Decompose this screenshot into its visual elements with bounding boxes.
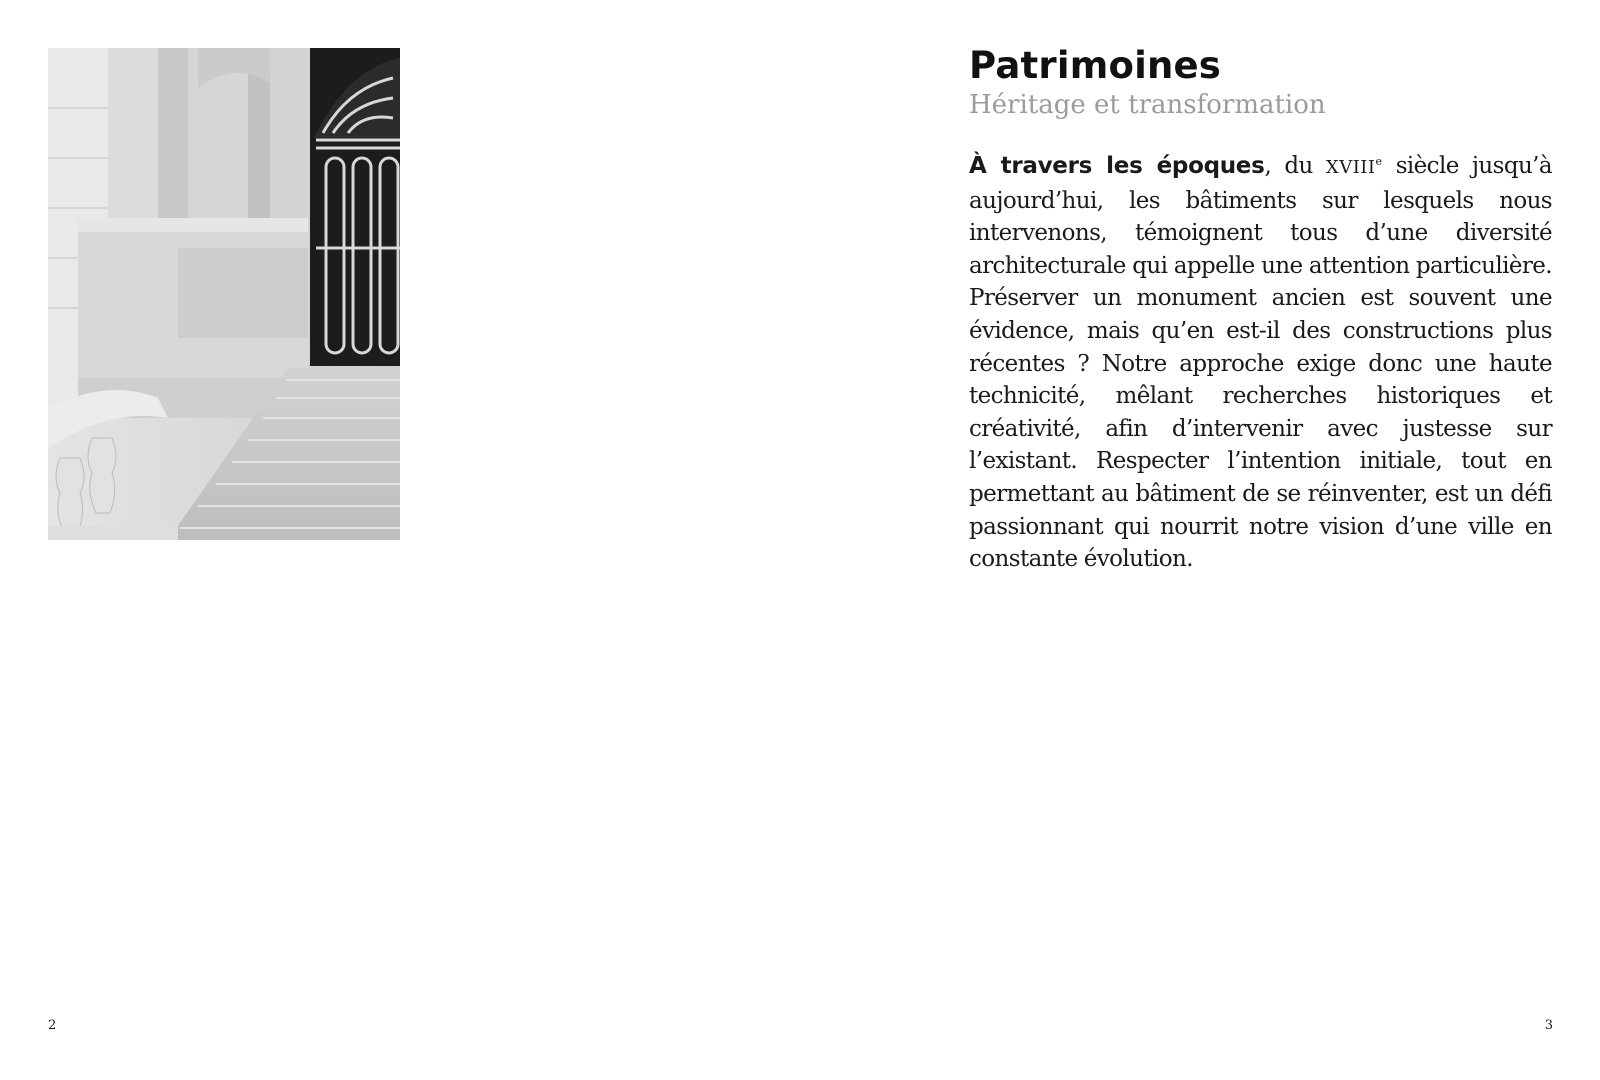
lead-phrase: À travers les époques xyxy=(969,153,1265,179)
century-numeral xyxy=(1326,157,1383,178)
century-text: XVIII xyxy=(1325,157,1376,178)
section-title: Patrimoines xyxy=(969,44,1222,87)
page-number-left: 2 xyxy=(48,1018,57,1033)
photo-illustration xyxy=(48,48,400,540)
lead-connector: , du xyxy=(1264,153,1326,179)
article-column xyxy=(969,44,1552,576)
section-subtitle: Héritage et transformation xyxy=(969,90,1326,120)
building-staircase-photo xyxy=(48,48,400,540)
page-number-right: 3 xyxy=(1544,1018,1553,1033)
body-paragraph xyxy=(969,150,1552,576)
century-superscript: e xyxy=(1375,155,1383,168)
body-text: siècle jusqu’à aujourd’hui, les bâtiments sur lesquels nous intervenons, témoignent tous d’une diversité architecturale qui appelle une attention particulière. Préserver un monument ancien est souvent une évidence, mais qu’en est-il des constructions plus récentes ? Notre approche exige donc une haute technicité, mêlant recherches historiques et créativité, afin d’intervenir avec justesse sur l’existant. Respecter l’intention initiale, tout en permettant au bâtiment de se réinventer, est un défi passionnant qui nourrit notre vision d’une ville en constante évolution. xyxy=(969,153,1552,573)
